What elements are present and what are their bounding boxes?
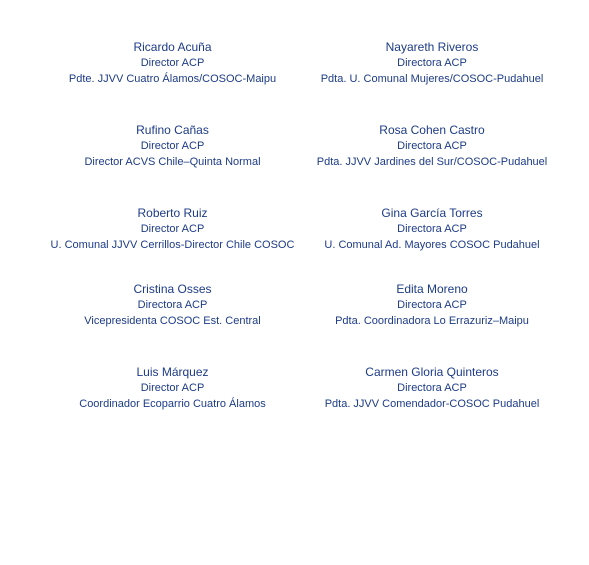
director-organization: Pdta. U. Comunal Mujeres/COSOC-Pudahuel [320, 73, 544, 85]
director-role: Directora ACP [397, 223, 467, 235]
director-organization: U. Comunal Ad. Mayores COSOC Pudahuel [324, 239, 540, 251]
director-name: Gina García Torres [381, 206, 483, 220]
director-card [20, 39, 325, 87]
director-name: Ricardo Acuña [133, 40, 212, 54]
director-name: Cristina Osses [133, 282, 212, 296]
director-card [282, 122, 582, 170]
director-role: Directora ACP [397, 57, 467, 69]
director-card [282, 205, 582, 253]
director-name: Rosa Cohen Castro [379, 123, 485, 137]
director-role: Directora ACP [397, 140, 467, 152]
director-card [20, 364, 325, 412]
director-role: Director ACP [140, 57, 205, 69]
director-organization: U. Comunal JJVV Cerrillos-Director Chile COSOC [50, 239, 295, 251]
director-name: Nayareth Riveros [385, 40, 479, 54]
director-card [282, 39, 582, 87]
director-role: Directora ACP [397, 382, 467, 394]
director-role: Director ACP [140, 140, 205, 152]
director-name: Rufino Cañas [136, 123, 209, 137]
director-card [282, 364, 582, 412]
director-name: Carmen Gloria Quinteros [365, 365, 499, 379]
director-name: Luis Márquez [136, 365, 209, 379]
director-organization: Pdta. JJVV Comendador-COSOC Pudahuel [324, 398, 540, 410]
director-role: Directora ACP [397, 299, 467, 311]
director-card [20, 205, 325, 253]
director-card [20, 281, 325, 329]
director-card [20, 122, 325, 170]
director-organization: Pdta. JJVV Jardines del Sur/COSOC-Pudahuel [316, 156, 548, 168]
director-role: Director ACP [140, 382, 205, 394]
director-card [282, 281, 582, 329]
director-name: Roberto Ruiz [137, 206, 208, 220]
director-organization: Pdte. JJVV Cuatro Álamos/COSOC-Maipu [68, 73, 277, 85]
director-organization: Coordinador Ecoparrio Cuatro Álamos [79, 398, 266, 410]
director-organization: Pdta. Coordinadora Lo Errazuriz–Maipu [335, 315, 529, 327]
director-name: Edita Moreno [396, 282, 468, 296]
director-organization: Vicepresidenta COSOC Est. Central [84, 315, 261, 327]
director-organization: Director ACVS Chile–Quinta Normal [84, 156, 261, 168]
director-role: Directora ACP [137, 299, 208, 311]
director-role: Director ACP [140, 223, 205, 235]
